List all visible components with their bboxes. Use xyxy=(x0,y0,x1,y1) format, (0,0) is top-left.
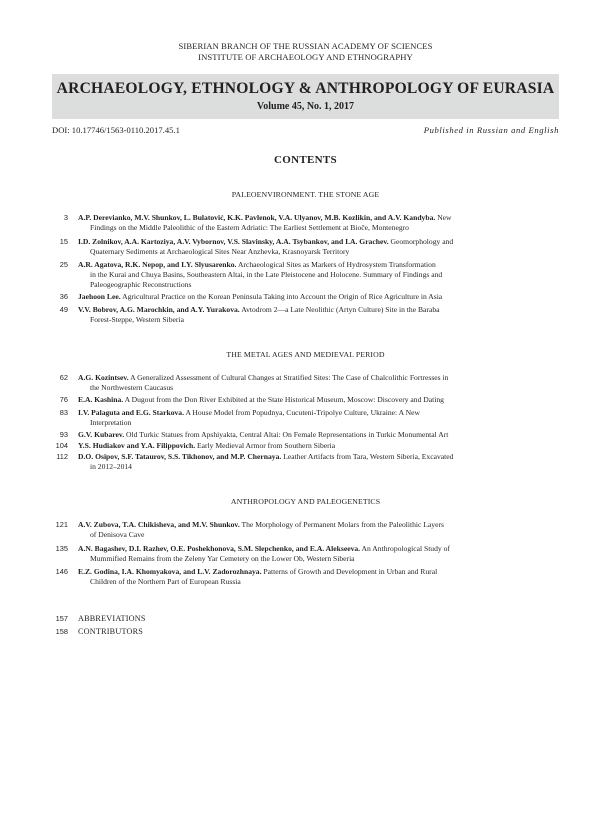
entry-title-continued: Forest-Steppe, Western Siberia xyxy=(90,315,184,325)
section-title-anthropology: ANTHROPOLOGY AND PALEOGENETICS xyxy=(230,497,381,506)
page-number: 15 xyxy=(59,237,68,246)
entry-title: The Morphology of Permanent Molars from the Paleolithic Layers xyxy=(241,520,444,529)
entry-title: CONTRIBUTORS xyxy=(78,627,144,636)
institute-name: INSTITUTE OF ARCHAEOLOGY AND ETHNOGRAPHY xyxy=(198,52,413,62)
publication-note: Published in Russian and English xyxy=(423,125,559,135)
entry-authors: A.N. Bagashev, D.I. Razhev, O.E. Poshekhonova, S.M. Slepchenko, and E.A. Alekseeva. xyxy=(78,544,361,553)
entry-title: Agricultural Practice on the Korean Peninsula Taking into Account the Origin of Rice Agriculture in Asia xyxy=(122,292,443,301)
entry-authors: D.O. Osipov, S.F. Tataurov, S.S. Tikhonov, and M.P. Chernaya. xyxy=(78,452,282,461)
entry-title: Old Turkic Statues from Apshiyakta, Central Altai: On Female Representations in Turkic Monumental Art xyxy=(126,430,449,439)
entry-authors: A.R. Agatova, R.K. Nepop, and I.Y. Slyusarenko. xyxy=(78,260,237,269)
entry-title: New xyxy=(437,213,452,222)
journal-banner xyxy=(52,74,559,119)
entry-title-continued: Findings on the Middle Paleolithic of the Eastern Adriatic: The Earliest Settlement at Bioče, Montenegro xyxy=(90,223,409,233)
page-number: 112 xyxy=(56,452,68,461)
entry-title: Avtodrom 2—a Late Neolithic (Artyn Culture) Site in the Baraba xyxy=(241,305,440,314)
entry-title: Archaeological Sites as Markers of Hydrosystem Transformation xyxy=(237,260,436,269)
page-number: 83 xyxy=(59,408,68,417)
entry-authors: I.V. Palaguta and E.G. Starkova. xyxy=(78,408,184,417)
entry-authors: E.Z. Godina, I.A. Khomyakova, and L.V. Zadorozhnaya. xyxy=(78,567,262,576)
page-number: 135 xyxy=(55,544,68,553)
page-number: 36 xyxy=(59,292,68,301)
journal-title: ARCHAEOLOGY, ETHNOLOGY & ANTHROPOLOGY OF EURASIA xyxy=(56,80,555,97)
entry-title-continued: Children of the Northern Part of European Russia xyxy=(90,577,241,587)
journal-volume: Volume 45, No. 1, 2017 xyxy=(256,101,355,112)
section-title-metal-ages: THE METAL AGES AND MEDIEVAL PERIOD xyxy=(226,350,385,359)
page-number: 76 xyxy=(59,395,68,404)
entry-authors: A.G. Kozintsev. xyxy=(78,373,129,382)
page-number: 3 xyxy=(63,213,68,222)
entry-title-continued: in the Kurai and Chuya Basins, Southeastern Altai, in the Late Pleistocene and Holocene. Summary of Findings and xyxy=(90,270,443,280)
entry-title: Early Medieval Armor from Southern Siberia xyxy=(197,441,336,450)
entry-title-continued: Quaternary Sediments at Archaeological Sites Near Anzhevka, Krasnoyarsk Territory xyxy=(90,247,350,257)
page-number: 104 xyxy=(55,441,68,450)
entry-authors: V.V. Bobrov, A.G. Marochkin, and A.Y. Yurakova. xyxy=(78,305,240,314)
entry-title: An Anthropological Study of xyxy=(361,544,450,553)
entry-authors: Y.S. Hudiakov and Y.A. Filippovich. xyxy=(78,441,196,450)
page-number: 49 xyxy=(59,305,68,314)
page-number: 25 xyxy=(59,260,68,269)
entry-title: A Dugout from the Don River Exhibited at the State Historical Museum, Moscow: Discovery and Dating xyxy=(124,395,444,404)
entry-title-continued: the Northwestern Caucasus xyxy=(90,383,174,393)
page-number: 93 xyxy=(59,430,68,439)
section-title-stone-age: PALEOENVIRONMENT. THE STONE AGE xyxy=(231,190,380,199)
entry-title-continued: Paleogeographic Reconstructions xyxy=(90,280,192,290)
doi-link[interactable]: DOI: 10.17746/1563-0110.2017.45.1 xyxy=(52,125,180,135)
entry-authors: A.V. Zubova, T.A. Chikisheva, and M.V. Shunkov. xyxy=(78,520,240,529)
page-number: 157 xyxy=(55,614,68,623)
entry-title-continued: in 2012–2014 xyxy=(90,462,132,472)
entry-title: A House Model from Popudnya, Cucuteni-Tripolye Culture, Ukraine: A New xyxy=(185,408,420,417)
entry-title-continued: of Denisova Cave xyxy=(90,530,145,540)
page-number: 158 xyxy=(55,627,68,636)
entry-title: Geomorphology and xyxy=(390,237,454,246)
entry-title-continued: Interpretation xyxy=(90,418,132,428)
page-number: 121 xyxy=(55,520,68,529)
organization-name: SIBERIAN BRANCH OF THE RUSSIAN ACADEMY OF SCIENCES xyxy=(178,41,433,51)
entry-title: ABBREVIATIONS xyxy=(78,614,146,623)
entry-authors: I.D. Zolnikov, A.A. Kartoziya, A.V. Vybornov, V.S. Slavinsky, A.A. Tsybankov, and I.A. Grachev. xyxy=(78,237,389,246)
entry-authors: Jaehoon Lee. xyxy=(78,292,121,301)
entry-title: Leather Artifacts from Tara, Western Siberia, Excavated xyxy=(283,452,454,461)
entry-authors: E.A. Kashina. xyxy=(78,395,124,404)
page-number: 146 xyxy=(55,567,68,576)
entry-title: A Generalized Assessment of Cultural Changes at Stratified Sites: The Case of Chalcolithic Fortresses in xyxy=(130,373,449,382)
page-number: 62 xyxy=(59,373,68,382)
entry-title-continued: Mummified Remains from the Zeleny Yar Cemetery on the Lower Ob, Western Siberia xyxy=(90,554,355,564)
entry-title: Patterns of Growth and Development in Urban and Rural xyxy=(263,567,438,576)
entry-authors: G.V. Kubarev. xyxy=(78,430,125,439)
contents-heading: CONTENTS xyxy=(274,154,337,166)
entry-authors: A.P. Derevianko, M.V. Shunkov, L. Bulatović, K.K. Pavlenok, V.A. Ulyanov, M.B. Kozlikin, and A.V. Kandyba. xyxy=(78,213,436,222)
